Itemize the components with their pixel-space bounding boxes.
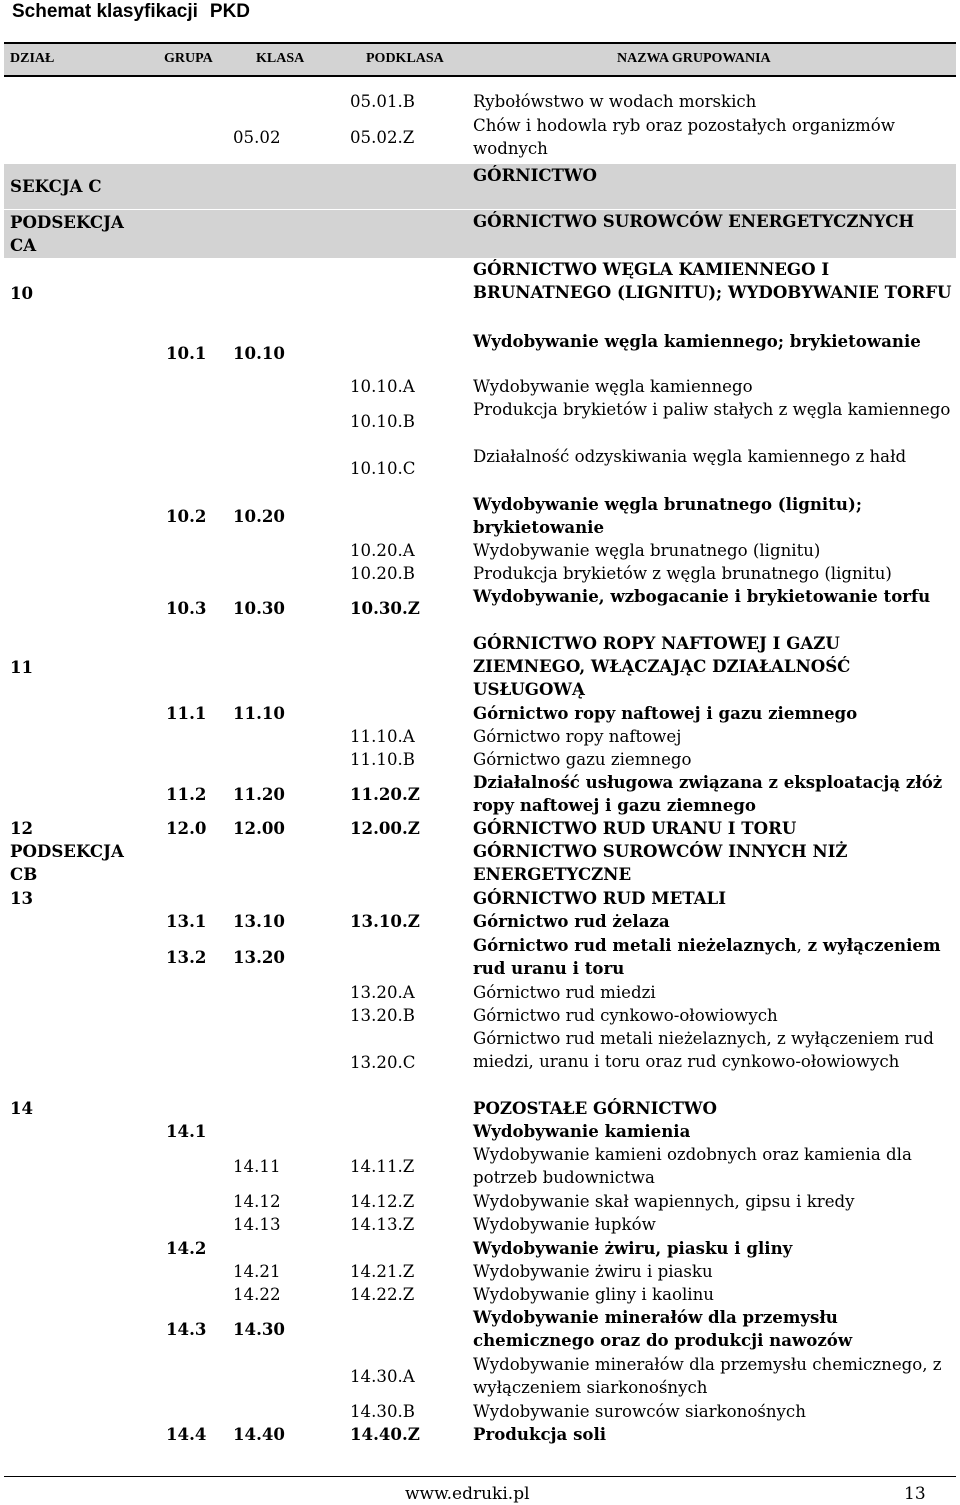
dzial-cell: 14: [10, 1098, 34, 1118]
nazwa-text: Górnictwo rud żelaza: [473, 911, 670, 931]
table-row: [0, 748, 960, 771]
nazwa-text: Produkcja brykietów i paliw stałych z węgla kamiennego: [473, 400, 951, 419]
table-row: [0, 585, 960, 631]
table-row: [0, 1097, 960, 1120]
table-row: [4, 210, 956, 258]
dzial-cell: 10: [10, 282, 34, 303]
nazwa-text: Górnictwo rud cynkowo-ołowiowych: [473, 1006, 778, 1025]
nazwa-cell: [473, 1400, 953, 1423]
nazwa-cell: [473, 1097, 953, 1120]
nazwa-text: GÓRNICTWO SUROWCÓW ENERGETYCZNYCH: [473, 211, 915, 231]
grupa-cell: 12.0: [166, 818, 207, 838]
header-podklasa: PODKLASA: [366, 51, 444, 66]
nazwa-cell: [473, 910, 953, 933]
grupa-cell: 14.4: [166, 1424, 207, 1444]
footer-divider: [4, 1476, 956, 1477]
nazwa-text: GÓRNICTWO RUD URANU I TORU: [473, 818, 797, 838]
nazwa-text: Rybołówstwo w wodach morskich: [473, 92, 757, 111]
nazwa-cell: [473, 1353, 953, 1399]
nazwa-cell: [473, 114, 953, 160]
table-row: [0, 1143, 960, 1189]
table-row: [0, 114, 960, 160]
nazwa-text: Wydobywanie minerałów dla przemysłu chemicznego oraz do produkcji nawozów: [473, 1307, 853, 1350]
table-row: [0, 981, 960, 1004]
nazwa-cell: [473, 840, 953, 886]
klasa-cell: 10.20: [233, 505, 285, 526]
nazwa-cell: [473, 493, 953, 539]
nazwa-cell: [473, 817, 953, 840]
podklasa-cell: 14.22.Z: [350, 1285, 415, 1304]
grupa-cell: 11.2: [166, 783, 207, 804]
table-row: [0, 725, 960, 748]
nazwa-cell: [473, 632, 953, 702]
podklasa-cell: 10.10.B: [350, 411, 415, 431]
table-row: [0, 817, 960, 840]
podklasa-cell: 05.02.Z: [350, 127, 415, 147]
nazwa-cell: [473, 887, 953, 910]
podklasa-cell: 14.30.A: [350, 1366, 415, 1386]
nazwa-cell: [473, 258, 953, 328]
table-row: [0, 445, 960, 491]
table-row: [0, 910, 960, 933]
grupa-cell: 13.1: [166, 911, 207, 931]
nazwa-cell: [473, 1120, 953, 1143]
grupa-cell: 10.1: [166, 342, 207, 363]
podklasa-cell: 10.30.Z: [350, 597, 420, 618]
table-row: [0, 1004, 960, 1027]
nazwa-cell: [473, 90, 953, 113]
nazwa-cell: [473, 398, 953, 444]
nazwa-text: Wydobywanie, wzbogacanie i brykietowanie torfu: [473, 586, 931, 606]
table-row: [0, 90, 960, 113]
page-number: 13: [904, 1484, 926, 1504]
table-row: [0, 771, 960, 817]
podklasa-cell: 10.10.C: [350, 458, 416, 478]
nazwa-cell: [473, 771, 953, 817]
nazwa-text: Wydobywanie węgla kamiennego; brykietowanie: [473, 331, 921, 351]
table-row: [0, 1283, 960, 1306]
table-row: [0, 1260, 960, 1283]
table-row: [0, 1353, 960, 1399]
nazwa-text: Produkcja soli: [473, 1424, 607, 1444]
podklasa-cell: 14.40.Z: [350, 1424, 420, 1444]
nazwa-text-tail: , z wyłączeniem rud uranu i toru: [473, 935, 941, 978]
grupa-cell: 14.2: [166, 1238, 207, 1258]
klasa-cell: 12.00: [233, 818, 285, 838]
header-grupa: GRUPA: [164, 51, 213, 66]
table-row: [0, 632, 960, 702]
nazwa-text: GÓRNICTWO SUROWCÓW INNYCH NIŻ ENERGETYCZNE: [473, 841, 848, 884]
klasa-cell: 10.10: [233, 342, 285, 363]
grupa-cell: 14.1: [166, 1121, 207, 1141]
table-row: [0, 840, 960, 886]
header-nazwa: NAZWA GRUPOWANIA: [617, 51, 771, 66]
table-row: [0, 258, 960, 328]
klasa-cell: 14.11: [233, 1156, 281, 1176]
table-row: [0, 1306, 960, 1352]
podklasa-cell: 11.10.A: [350, 727, 415, 746]
nazwa-cell: [473, 562, 953, 585]
nazwa-text: Górnictwo ropy naftowej: [473, 727, 682, 746]
nazwa-text: Górnictwo rud metali nieżelaznych: [473, 935, 797, 955]
klasa-cell: 11.10: [233, 703, 285, 723]
podklasa-cell: 10.20.A: [350, 541, 415, 560]
nazwa-text: Wydobywanie minerałów dla przemysłu chemicznego, z wyłączeniem siarkonośnych: [473, 1355, 942, 1397]
nazwa-cell: [473, 1306, 953, 1352]
table-row: [0, 493, 960, 539]
nazwa-cell: [473, 934, 953, 980]
podklasa-cell: 05.01.B: [350, 92, 415, 111]
nazwa-cell: [473, 539, 953, 562]
nazwa-text: Działalność usługowa związana z eksploatacją złóż ropy naftowej i gazu ziemnego: [473, 772, 943, 815]
nazwa-text: Wydobywanie węgla kamiennego: [473, 377, 753, 396]
nazwa-cell: [473, 210, 953, 258]
klasa-cell: 14.13: [233, 1215, 281, 1234]
grupa-cell: 14.3: [166, 1318, 207, 1339]
table-row: [0, 539, 960, 562]
nazwa-cell: [473, 585, 953, 631]
klasa-cell: 05.02: [233, 127, 281, 147]
podklasa-cell: 11.10.B: [350, 750, 415, 769]
table-header: [4, 42, 956, 77]
nazwa-cell: [473, 1213, 953, 1236]
nazwa-text: Górnictwo gazu ziemnego: [473, 750, 692, 769]
dzial-cell: SEKCJA C: [10, 176, 102, 196]
nazwa-text: Wydobywanie łupków: [473, 1215, 656, 1234]
nazwa-text: Działalność odzyskiwania węgla kamiennego z hałd: [473, 447, 907, 466]
klasa-cell: 14.22: [233, 1285, 281, 1304]
podklasa-cell: 10.10.A: [350, 377, 415, 396]
podklasa-cell: 13.10.Z: [350, 911, 420, 931]
dzial-cell: PODSEKCJA CB: [10, 841, 124, 884]
nazwa-text: GÓRNICTWO RUD METALI: [473, 888, 726, 908]
podklasa-cell: 14.12.Z: [350, 1192, 415, 1211]
nazwa-text: Górnictwo rud miedzi: [473, 983, 656, 1002]
title-text: Schemat klasyfikacji: [12, 1, 198, 22]
podklasa-cell: 13.20.B: [350, 1006, 415, 1025]
table-row: [0, 375, 960, 398]
table-row: [0, 1423, 960, 1446]
table-row: [4, 164, 956, 209]
table-row: [0, 562, 960, 585]
podklasa-cell: 14.21.Z: [350, 1262, 415, 1281]
nazwa-text: Chów i hodowla ryb oraz pozostałych organizmów wodnych: [473, 116, 895, 158]
nazwa-text: Wydobywanie kamieni ozdobnych oraz kamienia dla potrzeb budownictwa: [473, 1145, 912, 1187]
nazwa-text: Wydobywanie żwiru i piasku: [473, 1262, 713, 1281]
grupa-cell: 10.2: [166, 505, 207, 526]
dzial-cell: 12: [10, 818, 34, 838]
nazwa-cell: [473, 445, 953, 491]
podklasa-cell: 13.20.C: [350, 1052, 416, 1072]
nazwa-cell: [473, 725, 953, 748]
nazwa-cell: [473, 1143, 953, 1189]
klasa-cell: 13.20: [233, 946, 285, 967]
nazwa-cell: [473, 1423, 953, 1446]
nazwa-cell: [473, 164, 953, 209]
klasa-cell: 14.21: [233, 1262, 281, 1281]
table-row: [0, 1213, 960, 1236]
nazwa-text: GÓRNICTWO: [473, 165, 597, 185]
grupa-cell: 11.1: [166, 703, 207, 723]
footer-site: www.edruki.pl: [405, 1484, 530, 1504]
nazwa-cell: [473, 1260, 953, 1283]
podklasa-cell: 11.20.Z: [350, 783, 420, 804]
table-row: [0, 1120, 960, 1143]
table-row: [0, 1190, 960, 1213]
nazwa-text: Wydobywanie węgla brunatnego (lignitu); brykietowanie: [473, 494, 862, 537]
table-row: [0, 1400, 960, 1423]
header-dzial: DZIAŁ: [10, 51, 55, 66]
nazwa-cell: [473, 1027, 953, 1097]
nazwa-text: POZOSTAŁE GÓRNICTWO: [473, 1098, 717, 1118]
podklasa-cell: 14.30.B: [350, 1402, 415, 1421]
klasa-cell: 10.30: [233, 597, 285, 618]
nazwa-cell: [473, 702, 953, 725]
grupa-cell: 10.3: [166, 597, 207, 618]
nazwa-text: Wydobywanie skał wapiennych, gipsu i kredy: [473, 1192, 855, 1211]
nazwa-text: Wydobywanie żwiru, piasku i gliny: [473, 1238, 793, 1258]
podklasa-cell: 14.13.Z: [350, 1215, 415, 1234]
dzial-cell: 11: [10, 656, 34, 677]
table-row: [0, 1237, 960, 1260]
dzial-cell: PODSEKCJA CA: [10, 212, 124, 255]
table-row: [0, 1027, 960, 1097]
nazwa-text: Wydobywanie gliny i kaolinu: [473, 1285, 714, 1304]
nazwa-cell: [473, 330, 953, 376]
klasa-cell: 14.40: [233, 1424, 285, 1444]
nazwa-text: Produkcja brykietów z węgla brunatnego (lignitu): [473, 564, 892, 583]
nazwa-text: Wydobywanie węgla brunatnego (lignitu): [473, 541, 821, 560]
table-row: [0, 702, 960, 725]
title-code: PKD: [209, 1, 251, 22]
grupa-cell: 13.2: [166, 946, 207, 967]
nazwa-cell: [473, 748, 953, 771]
page-title: [12, 0, 250, 24]
header-klasa: KLASA: [256, 51, 305, 66]
nazwa-cell: [473, 1190, 953, 1213]
podklasa-cell: 14.11.Z: [350, 1156, 415, 1176]
nazwa-text: Wydobywanie kamienia: [473, 1121, 691, 1141]
podklasa-cell: 13.20.A: [350, 983, 415, 1002]
nazwa-cell: [473, 1004, 953, 1027]
nazwa-text: Wydobywanie surowców siarkonośnych: [473, 1402, 806, 1421]
nazwa-text: Górnictwo rud metali nieżelaznych, z wyłączeniem rud miedzi, uranu i toru oraz rud cynkowo-ołowiowych: [473, 1029, 934, 1071]
nazwa-cell: [473, 1237, 953, 1260]
nazwa-cell: [473, 981, 953, 1004]
klasa-cell: 14.30: [233, 1318, 285, 1339]
table-row: [0, 887, 960, 910]
klasa-cell: 13.10: [233, 911, 285, 931]
nazwa-cell: [473, 1283, 953, 1306]
podklasa-cell: 12.00.Z: [350, 818, 420, 838]
table-row: [0, 330, 960, 376]
nazwa-cell: [473, 375, 953, 398]
nazwa-text: Górnictwo ropy naftowej i gazu ziemnego: [473, 703, 858, 723]
klasa-cell: 14.12: [233, 1192, 281, 1211]
nazwa-text: GÓRNICTWO WĘGLA KAMIENNEGO I BRUNATNEGO (LIGNITU); WYDOBYWANIE TORFU: [473, 259, 952, 302]
table-row: [0, 934, 960, 980]
table-row: [0, 398, 960, 444]
klasa-cell: 11.20: [233, 783, 285, 804]
podklasa-cell: 10.20.B: [350, 564, 415, 583]
nazwa-text: GÓRNICTWO ROPY NAFTOWEJ I GAZU ZIEMNEGO, WŁĄCZAJĄC DZIAŁALNOŚĆ USŁUGOWĄ: [473, 633, 851, 699]
dzial-cell: 13: [10, 888, 34, 908]
